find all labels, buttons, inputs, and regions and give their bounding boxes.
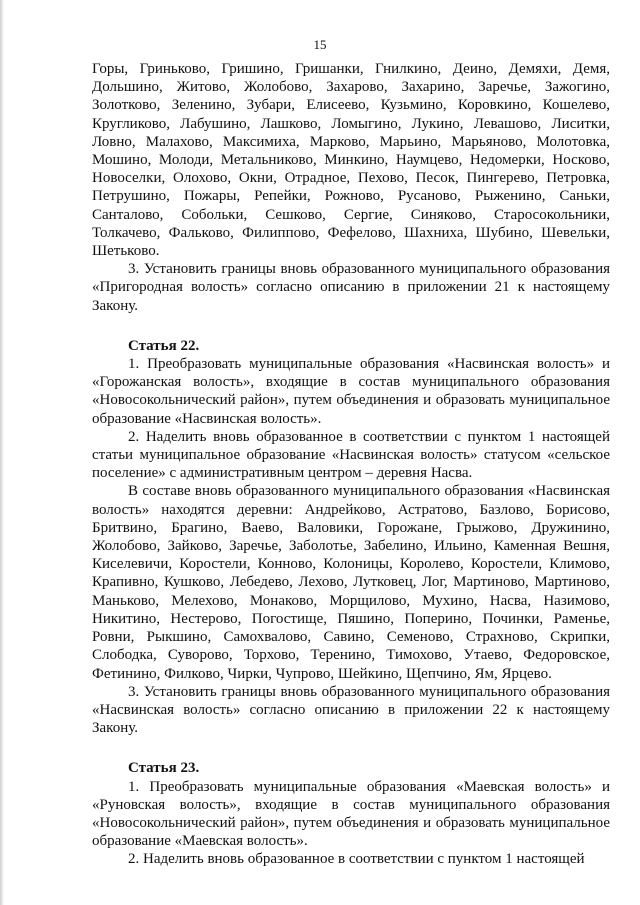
paragraph: 3. Установить границы вновь образованного муниципального образования «Пригородная волость» согласно описанию в приложении 21 к настоящему Закону. <box>92 261 610 314</box>
section-spacer <box>92 315 610 337</box>
section-spacer <box>92 737 610 759</box>
paragraph: 3. Установить границы вновь образованного муниципального образования «Насвинская волость» согласно описанию в приложении 22 к настоящему Закону. <box>92 683 610 737</box>
paragraph: 2. Наделить вновь образованное в соответствии с пунктом 1 настоящей <box>128 851 585 868</box>
paragraph: 2. Наделить вновь образованное в соответствии с пунктом 1 настоящей статьи муниципальное образование «Насвинская волость» статусом «сельское поселение» с административным центром – деревня Насва. <box>92 428 610 482</box>
paragraph: В составе вновь образованного муниципального образования «Насвинская волость» находятся деревни: Андрейково, Астратово, Базлово, Борисово, Бритвино, Брагино, Ваево, Валовики, Горожане, Грыжово, Дружинино, Жолобово, Зайково, Заречье, Заболотье, Забелино, Ильино, Каменная Вешня, Киселевичи, Коростели, Конново, Колоницы, Королево, Коростели, Климово, Крапивно, Кушково, Лебедево, Лехово, Лутковец, Лог, Мартиново, Мартиново, Маньково, Мелехово, Монаково, Морщилово, Мухино, Насва, Назимово, Никитино, Нестерово, Погостище, Пяшино, Поперино, Починки, Раменье, Ровни, Рыкшино, Самохвалово, Савино, Семеново, Страхново, Скрипки, Слободка, Суворово, Торхово, Теренино, Тимохово, Утаево, Федоровское, Фетинино, Филково, Чирки, Чупрово, Шейкино, Щепчино, Ям, Ярцево. <box>92 483 610 682</box>
paragraph: 1. Преобразовать муниципальные образования «Маевская волость» и «Руновская волость», входящие в состав муниципального образования «Новосокольнический район», путем объединения и образовать муниципальное образование «Маевская волость». <box>92 778 610 850</box>
page-number: 15 <box>313 37 327 52</box>
article-heading: Статья 22. <box>128 337 200 354</box>
paragraph: Горы, Гриньково, Гришино, Гришанки, Гнилкино, Деино, Демяхи, Демя, Дольшино, Житово, Жолобово, Захарово, Захарино, Заречье, Зажогино, Золотково, Зеленино, Зубари, Елисеево, Кузьмино, Коровкино, Кошелево, Кругликово, Лабушино, Лашково, Ломыгино, Лукино, Левашово, Лиситки, Ловно, Малахово, Максимиха, Марково, Марьино, Марьяново, Молотовка, Мошино, Молоди, Метальниково, Минкино, Наумцево, Недомерки, Носково, Новоселки, Олохово, Окни, Отрадное, Пехово, Песок, Пингерево, Петровка, Петрушино, Пожары, Репейки, Рожново, Русаново, Рыженино, Саньки, Санталово, Собольки, Сешково, Сергие, Синяково, Старосокольники, Толкачево, Фальково, Филиппово, Фефелово, Шахниха, Шубино, Шевельки, Шетьково. <box>92 61 610 260</box>
paragraph: 1. Преобразовать муниципальные образования «Насвинская волость» и «Горожанская волость», входящие в состав муниципального образования «Новосокольнический район», путем объединения и образовать муниципальное образование «Насвинская волость». <box>92 356 610 427</box>
article-heading: Статья 23. <box>128 760 200 777</box>
document-body <box>92 60 610 869</box>
page-edge-shadow <box>0 0 4 905</box>
